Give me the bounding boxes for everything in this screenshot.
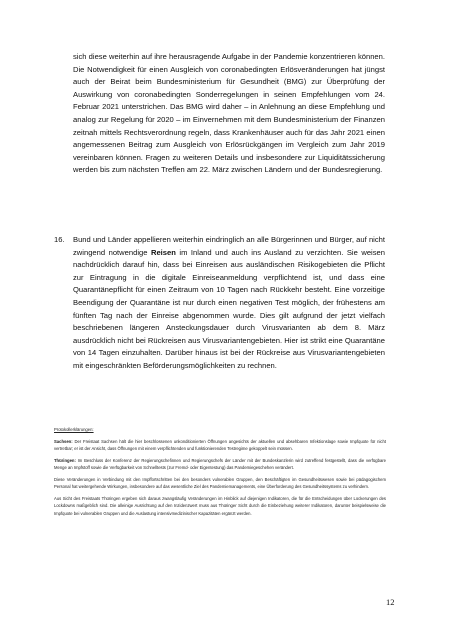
item-text-part-1: Bund und Länder appellieren weiterhin eindringlich an alle Bürgerinnen und Bürger, auf nicht zwingend notwendige	[73, 235, 385, 257]
item-text	[73, 234, 385, 373]
note-thueringen	[54, 457, 386, 472]
note-sachsen-text: Der Freistaat Sachsen hält die hier beschlossenen unkonditionierten Öffnungen angesichts der aktuellen und absehbaren Infektionslage sowie Impfquote für nicht vertretbar; er ist der Ansicht, dass Öffnungen mit einem verpflichtenden und funktionierenden Testregime gekoppelt sein müssen.	[54, 438, 386, 452]
note-sachsen	[54, 438, 386, 453]
note-paragraph: Diese Veränderungen in Verbindung mit den Impffortschritten bei den besonders vulnerablen Gruppen, den Beschäftigten im Gesundheitswesen sowie bei pädagogischem Personal hat weitergehende Wirkungen, insbesondere auf das wesentliche Ziel des Pandemiemanagements, eine Überforderung des Gesundheitssystems zu verhindern.	[54, 476, 386, 490]
item-number: 16.	[54, 235, 65, 244]
note-paragraph: Aus Sicht des Freistaats Thüringen ergeben sich daraus zwangsläufig Veränderungen im Hinblick auf diejenigen Indikatoren, die für die Entscheidungen über Lockerungen des Lockdowns maßgeblich sind. Die alleinige Ausrichtung auf den Inzidenzwert muss aus Thüringer Sicht durch die Einbeziehung weiterer Indikatoren, darunter beispielsweise die Impfquote bei vulnerablen Gruppen und die Auslastung intensivmedizinischer Kapazitäten ergänzt werden.	[54, 496, 386, 516]
item-text-part-2: im Inland und auch ins Ausland zu verzichten. Sie weisen nachdrücklich darauf hin, dass bei Einreisen aus ausländischen Risikogebieten die Pflicht zur Eintragung in die digitale Einreiseanmeldung verpflichtend ist, und dass eine Quarantänepflicht für einen Zeitraum von 10 Tagen nach Rückkehr besteht. Eine vorzeitige Beendigung der Quarantäne ist nur durch einen negativen Test möglich, der frühestens am fünften Tag nach der Einreise abgenommen wurde. Dies gilt aufgrund der jetzt vielfach beschriebenen längeren Ansteckungsdauer durch Virusvarianten ab dem 8. März ausdrücklich nicht bei Rückreisen aus Virusvariantengebieten. Hier ist strikt eine Quarantäne von 14 Tagen einzuhalten. Darüber hinaus ist bei der Rückreise aus Virusvariantengebieten mit eingeschränkten Beförderungsmöglichkeiten zu rechnen.	[73, 247, 385, 370]
notes-heading: Protokollerklärungen:	[54, 427, 94, 432]
numbered-item-16	[54, 234, 385, 373]
body-paragraph: sich diese weiterhin auf ihre herausragende Aufgabe in der Pandemie konzentrieren können. Die Notwendigkeit für einen Ausgleich von coronabedingten Erlösveränderungen hat jüngst auch der Beirat beim Bundesministerium für Gesundheit (BMG) zur Überprüfung der Auswirkung von coronabedingten Sonderregelungen in seinen Empfehlungen vom 24. Februar 2021 unterstrichen. Das BMG wird daher – in Anlehnung an diese Empfehlung und analog zur Regelung für 2020 – im Einvernehmen mit dem Bundesministerium der Finanzen zeitnah mittels Rechtsverordnung regeln, dass Krankenhäuser auch für das Jahr 2021 einen angemessenen Beitrag zum Ausgleich von Erlösrückgängen im Vergleich zum Jahr 2019 vereinbaren können. Fragen zu weiteren Details und insbesondere zur Liquiditätssicherung werden bis zum nächsten Treffen am 22. März zwischen Ländern und der Bundesregierung.	[73, 52, 385, 175]
item-bold-word: Reisen	[150, 247, 176, 257]
note-sachsen-label: Sachsen:	[54, 438, 73, 444]
page-number: 12	[386, 597, 395, 607]
protocol-notes	[54, 426, 386, 521]
note-thueringen-text: Im Beschluss der Konferenz der Regierungschefinnen und Regierungschefs der Länder mit der Bundeskanzlerin wird zutreffend festgestellt, dass die verfügbare Menge an Impfstoff sowie die Verfügbarkeit von Schnelltests (zur Fremd- oder Eigentestung) das Pandemiegeschehen verändert.	[54, 457, 386, 471]
note-thueringen-label: Thüringen:	[54, 457, 76, 463]
